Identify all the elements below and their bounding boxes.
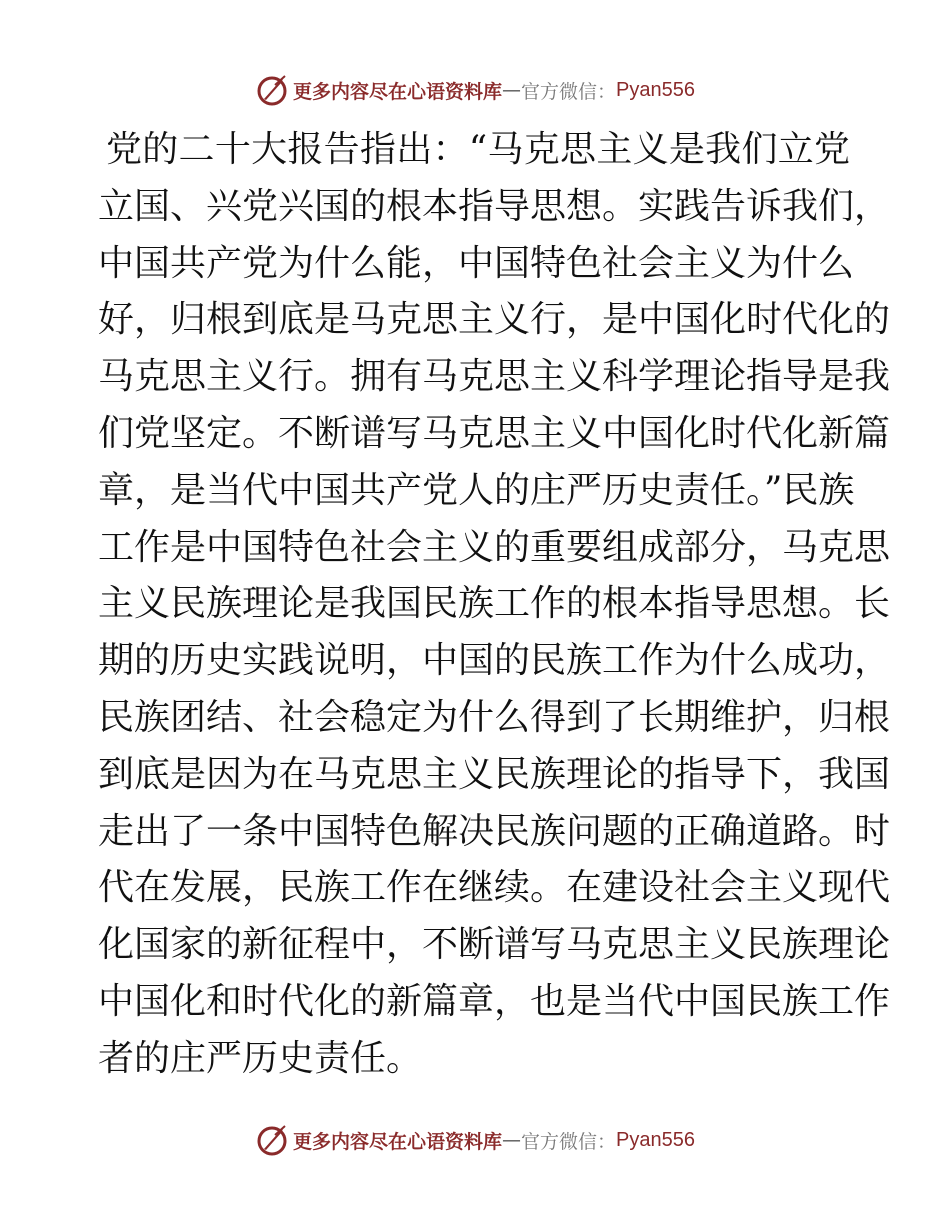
- footer-dash: —: [502, 1129, 522, 1151]
- header-wechat-id: Pyan556: [616, 78, 695, 101]
- body-line: 马克思主义行。拥有马克思主义科学理论指导是我: [98, 356, 891, 398]
- body-line: 中国共产党为什么能，中国特色社会主义为什么: [98, 242, 855, 284]
- body-paragraph: [98, 122, 891, 1088]
- body-line: 工作是中国特色社会主义的重要组成部分，马克思: [98, 526, 891, 568]
- body-line: 中国化和时代化的新篇章，也是当代中国民族工作: [98, 980, 891, 1022]
- header-dash: —: [502, 79, 522, 101]
- body-line: 好，归根到底是马克思主义行，是中国化时代化的: [98, 299, 891, 341]
- header-site-text: 更多内容尽在心语资料库: [293, 80, 503, 103]
- body-line: 期的历史实践说明，中国的民族工作为什么成功，: [98, 640, 891, 682]
- footer-site-text: 更多内容尽在心语资料库: [293, 1130, 503, 1153]
- body-line: 者的庄严历史责任。: [98, 1037, 423, 1079]
- header-official-label: 官方微信：: [521, 80, 617, 103]
- body-line: 立国、兴党兴国的根本指导思想。实践告诉我们，: [98, 185, 891, 227]
- body-line: 走出了一条中国特色解决民族问题的正确道路。时: [98, 810, 891, 852]
- footer-wechat-id: Pyan556: [616, 1128, 695, 1151]
- body-line: 到底是因为在马克思主义民族理论的指导下，我国: [98, 753, 891, 795]
- header-banner: [0, 70, 950, 110]
- body-line: 主义民族理论是我国民族工作的根本指导思想。长: [98, 583, 891, 625]
- quill-logo-icon: [255, 73, 289, 107]
- footer-banner: [0, 1120, 950, 1160]
- quill-logo-icon: [255, 1123, 289, 1157]
- body-line: 章，是当代中国共产党人的庄严历史责任。”民族: [98, 469, 855, 511]
- body-line: 民族团结、社会稳定为什么得到了长期维护，归根: [98, 696, 891, 738]
- body-line: 化国家的新征程中，不断谱写马克思主义民族理论: [98, 924, 891, 966]
- footer-official-label: 官方微信：: [521, 1130, 617, 1153]
- body-line: 们党坚定。不断谱写马克思主义中国化时代化新篇: [98, 412, 891, 454]
- body-line: 党的二十大报告指出：“马克思主义是我们立党: [106, 129, 850, 170]
- body-line: 代在发展，民族工作在继续。在建设社会主义现代: [98, 867, 891, 909]
